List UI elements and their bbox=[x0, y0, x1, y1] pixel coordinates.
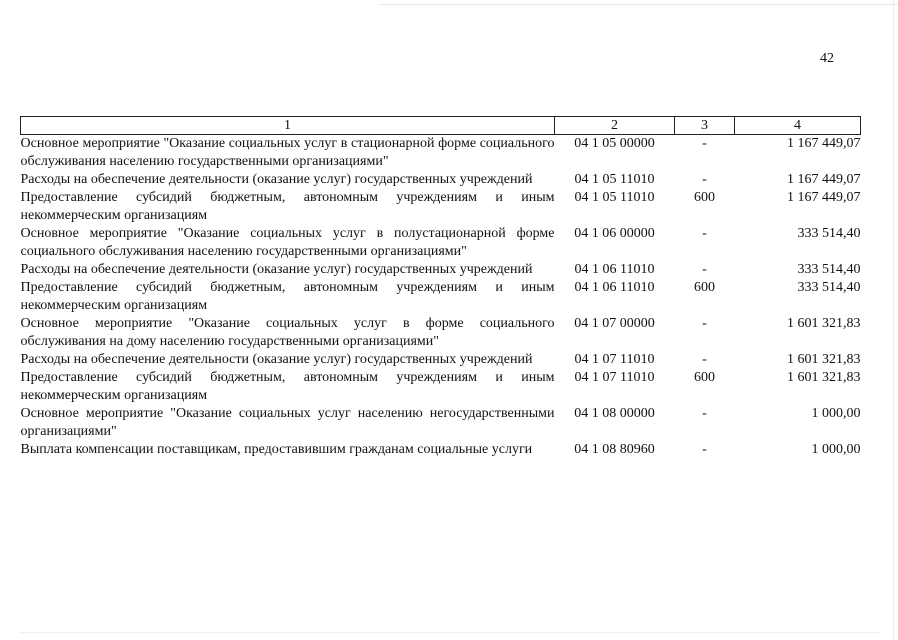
row-code: 04 1 05 00000 bbox=[574, 136, 655, 151]
row-name: Основное мероприятие "Оказание социальных услуг в стационарной форме социального обслуживания населению государственными организациями" bbox=[20, 136, 555, 169]
row-code: 04 1 07 11010 bbox=[574, 352, 655, 367]
row-amount: 1 167 449,07 bbox=[787, 136, 861, 151]
scan-edge-bottom bbox=[20, 632, 880, 633]
row-amount: 1 601 321,83 bbox=[787, 370, 861, 385]
row-code: 04 1 06 11010 bbox=[574, 262, 655, 277]
budget-table bbox=[20, 116, 861, 459]
table-row bbox=[21, 279, 861, 315]
table-row bbox=[21, 315, 861, 351]
table-row bbox=[21, 189, 861, 225]
row-amount: 1 601 321,83 bbox=[787, 316, 861, 331]
row-name: Основное мероприятие "Оказание социальных услуг в полустационарной форме социального обслуживания населению государственными организациями" bbox=[20, 226, 555, 259]
row-code: 04 1 06 00000 bbox=[574, 226, 655, 241]
row-type: - bbox=[702, 316, 707, 331]
page-number: 42 bbox=[820, 51, 834, 66]
scan-edge-top bbox=[380, 4, 898, 5]
row-type: - bbox=[702, 226, 707, 241]
row-type: - bbox=[702, 406, 707, 421]
table-header-row bbox=[21, 117, 861, 135]
row-type: - bbox=[702, 442, 707, 457]
row-name: Основное мероприятие "Оказание социальных услуг в форме социального обслуживания на дому населению государственными организациями" bbox=[20, 316, 555, 349]
header-col-3: 3 bbox=[675, 117, 735, 135]
row-amount: 1 167 449,07 bbox=[787, 172, 861, 187]
row-name: Расходы на обеспечение деятельности (оказание услуг) государственных учреждений bbox=[20, 352, 533, 367]
table-row bbox=[21, 171, 861, 189]
row-amount: 1 000,00 bbox=[811, 442, 861, 457]
row-amount: 333 514,40 bbox=[797, 280, 861, 295]
row-code: 04 1 05 11010 bbox=[574, 172, 655, 187]
scan-edge-right bbox=[893, 0, 894, 640]
row-code: 04 1 07 11010 bbox=[574, 370, 655, 385]
row-name: Расходы на обеспечение деятельности (оказание услуг) государственных учреждений bbox=[20, 172, 533, 187]
header-col-4: 4 bbox=[735, 117, 861, 135]
row-name: Предоставление субсидий бюджетным, автономным учреждениям и иным некоммерческим организациям bbox=[20, 280, 555, 313]
row-name: Основное мероприятие "Оказание социальных услуг населению негосударственными организациями" bbox=[20, 406, 555, 439]
table-row bbox=[21, 135, 861, 172]
row-code: 04 1 05 11010 bbox=[574, 190, 655, 205]
table-row bbox=[21, 225, 861, 261]
row-name: Предоставление субсидий бюджетным, автономным учреждениям и иным некоммерческим организациям bbox=[20, 370, 555, 403]
table-row bbox=[21, 351, 861, 369]
row-amount: 1 601 321,83 bbox=[787, 352, 861, 367]
row-code: 04 1 08 80960 bbox=[574, 442, 655, 457]
row-amount: 333 514,40 bbox=[797, 262, 861, 277]
row-type: - bbox=[702, 172, 707, 187]
table-row bbox=[21, 261, 861, 279]
row-code: 04 1 07 00000 bbox=[574, 316, 655, 331]
row-amount: 1 167 449,07 bbox=[787, 190, 861, 205]
table-row bbox=[21, 405, 861, 441]
row-type: - bbox=[702, 136, 707, 151]
row-amount: 1 000,00 bbox=[811, 406, 861, 421]
row-type: 600 bbox=[694, 280, 715, 295]
row-name: Предоставление субсидий бюджетным, автономным учреждениям и иным некоммерческим организациям bbox=[20, 190, 555, 223]
row-type: - bbox=[702, 262, 707, 277]
row-code: 04 1 08 00000 bbox=[574, 406, 655, 421]
header-col-1: 1 bbox=[21, 117, 555, 135]
header-col-2: 2 bbox=[555, 117, 675, 135]
row-type: 600 bbox=[694, 190, 715, 205]
row-amount: 333 514,40 bbox=[797, 226, 861, 241]
table-row bbox=[21, 441, 861, 459]
row-type: - bbox=[702, 352, 707, 367]
row-name: Выплата компенсации поставщикам, предоставившим гражданам социальные услуги bbox=[20, 442, 533, 457]
row-name: Расходы на обеспечение деятельности (оказание услуг) государственных учреждений bbox=[20, 262, 533, 277]
table-row bbox=[21, 369, 861, 405]
row-type: 600 bbox=[694, 370, 715, 385]
row-code: 04 1 06 11010 bbox=[574, 280, 655, 295]
